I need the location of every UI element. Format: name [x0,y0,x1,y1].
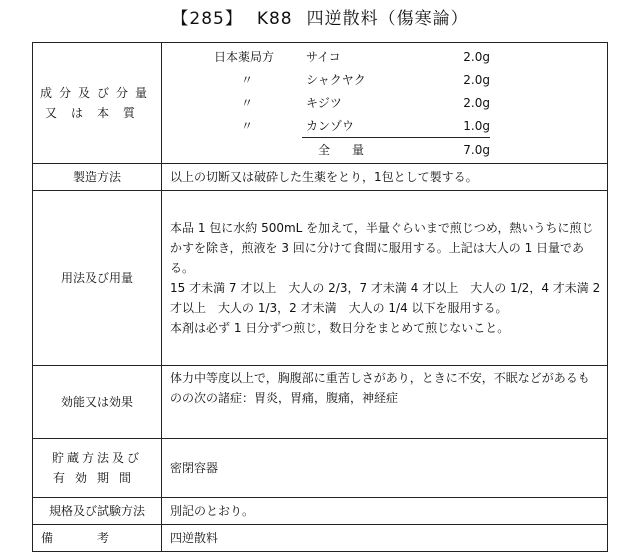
efficacy-row [33,366,608,439]
storage-text: 密閉容器 [162,439,608,498]
ingredient-amount: 1.0g [428,114,490,138]
method-text: 以上の切断又は破砕した生薬をとり，1包として製する。 [162,164,608,191]
total-amount: 7.0g [463,142,490,157]
note-label: 備考 [33,525,162,552]
efficacy-text: 体力中等度以上で，胸腹部に重苦しさがあり，ときに不安，不眠などがあるものの次の諸症：胃炎，胃痛，腹痛，神経症 [162,366,608,439]
total-label: 全量 [318,143,387,157]
ditto-mark: 〃 [240,96,253,110]
ingredient-row [214,91,490,114]
ingredient-row [214,68,490,91]
ingredient-row [214,114,490,138]
title-name: 四逆散料（傷寒論） [306,9,469,29]
usage-paragraph: 本剤は必ず 1 日分ずつ煎じ，数日分をまとめて煎じないこと。 [170,321,510,335]
total-row [214,138,490,162]
storage-label: 貯蔵方法及び 有効期間 [33,439,162,498]
components-label: 成分及び分量 又は本質 [33,43,162,164]
method-row [33,164,608,191]
note-row [33,525,608,552]
ingredient-table [214,45,490,161]
components-content [162,43,608,164]
ingredient-name: キジツ [306,96,342,110]
ingredient-amount: 2.0g [463,72,490,87]
ingredient-source: 日本薬局方 [214,50,275,64]
ingredient-name: シャクヤク [306,73,366,87]
components-row [33,43,608,164]
ingredient-amount: 2.0g [463,49,490,64]
ingredient-name: カンゾウ [302,114,428,138]
page-title [0,8,640,30]
ingredient-name: サイコ [306,50,341,64]
usage-paragraph: 本品 1 包に水約 500mL を加えて，半量ぐらいまで煎じつめ，熱いうちに煎じかすを除き，煎液を 3 回に分けて食間に服用する。上記は大人の 1 日量である。 [170,221,594,275]
usage-paragraph: 15 才未満 7 才以上 大人の 2/3，7 才未満 4 才以上 大人の 1/2，4 才未満 2 才以上 大人の 1/3，2 才未満 大人の 1/4 以下を服用する。 [170,281,601,315]
usage-label: 用法及び用量 [33,191,162,366]
usage-content [162,191,608,366]
efficacy-label: 効能又は効果 [33,366,162,439]
title-number: 【285】 [171,9,243,29]
storage-row [33,439,608,498]
standard-label: 規格及び試験方法 [33,498,162,525]
note-text: 四逆散料 [162,525,608,552]
method-label: 製造方法 [33,164,162,191]
standard-text: 別記のとおり。 [162,498,608,525]
ditto-mark: 〃 [240,73,253,87]
usage-row [33,191,608,366]
spec-table [32,42,608,552]
ingredient-row [214,45,490,68]
standard-row [33,498,608,525]
ditto-mark: 〃 [240,119,253,134]
title-code: K88 [256,9,293,29]
ingredient-amount: 2.0g [463,95,490,110]
